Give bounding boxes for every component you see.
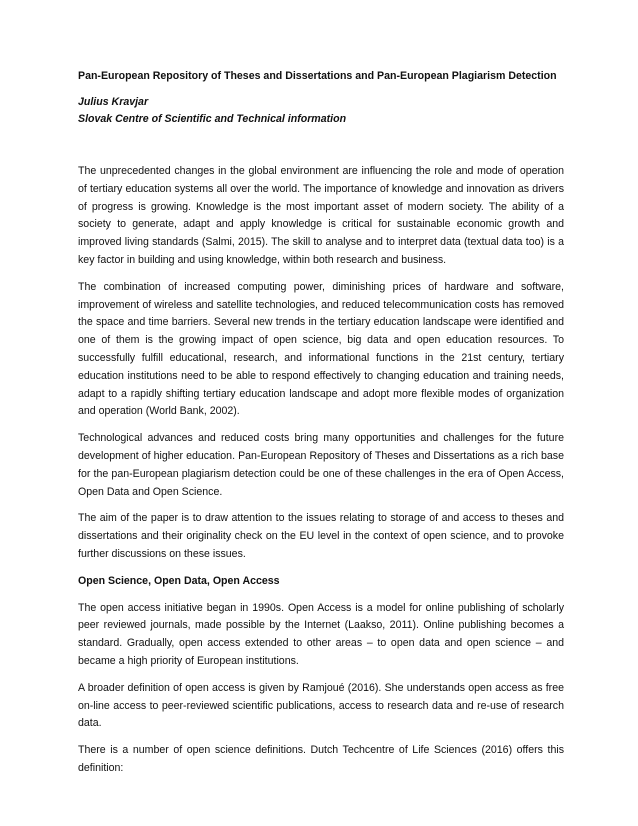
paragraph: The open access initiative began in 1990s. Open Access is a model for online publishing of scholarly peer reviewed journals, made possible by the Internet (Laakso, 2011). Online publishing becomes a standard. Gradually, open access extended to other areas – to open data and open science – and became a high priority of European institutions. <box>78 601 564 667</box>
paper-page <box>78 70 564 787</box>
paragraph: The aim of the paper is to draw attention to the issues relating to storage of and access to theses and dissertations and their originality check on the EU level in the context of open science, and to provoke further discussions on these issues. <box>78 512 564 560</box>
paper-title: Pan-European Repository of Theses and Dissertations and Pan-European Plagiarism Detection <box>78 70 557 82</box>
section-heading: Open Science, Open Data, Open Access <box>78 574 280 587</box>
paragraph: The combination of increased computing power, diminishing prices of hardware and software, improvement of wireless and satellite technologies, and reduced telecommunication costs has removed the space and time barriers. Several new trends in the tertiary education landscape were identified and one of them is the growing impact of open science, big data and open education resources. To successfully fulfill educational, research, and informational functions in the 21st century, tertiary education institutions need to be able to respond effectively to changing education and training needs, adapt to a rapidly shifting tertiary education landscape and adopt more flexible modes of organization and operation (World Bank, 2002). <box>78 280 564 418</box>
paragraph: There is a number of open science definitions. Dutch Techcentre of Life Sciences (2016) offers this definition: <box>78 744 564 774</box>
paragraph: A broader definition of open access is given by Ramjoué (2016). She understands open access as free on-line access to peer-reviewed scientific publications, access to research data and re-use of research data. <box>78 681 564 730</box>
paragraph: Technological advances and reduced costs bring many opportunities and challenges for the future development of higher education. Pan-European Repository of Theses and Dissertations as a rich base for the pan-European plagiarism detection could be one of these challenges in the era of Open Access, Open Data and Open Science. <box>78 432 564 498</box>
paragraph: The unprecedented changes in the global environment are influencing the role and mode of operation of tertiary education systems all over the world. The importance of knowledge and innovation as drivers of progress is growing. Knowledge is the most important asset of modern society. The ability of a society to generate, adapt and apply knowledge is critical for sustainable economic growth and improved living standards (Salmi, 2015). The skill to analyse and to interpret data (textual data too) is a key factor in building and using knowledge, within both research and business. <box>78 165 564 266</box>
author-affiliation: Slovak Centre of Scientific and Technical information <box>78 113 347 125</box>
author-name: Julius Kravjar <box>78 96 149 108</box>
